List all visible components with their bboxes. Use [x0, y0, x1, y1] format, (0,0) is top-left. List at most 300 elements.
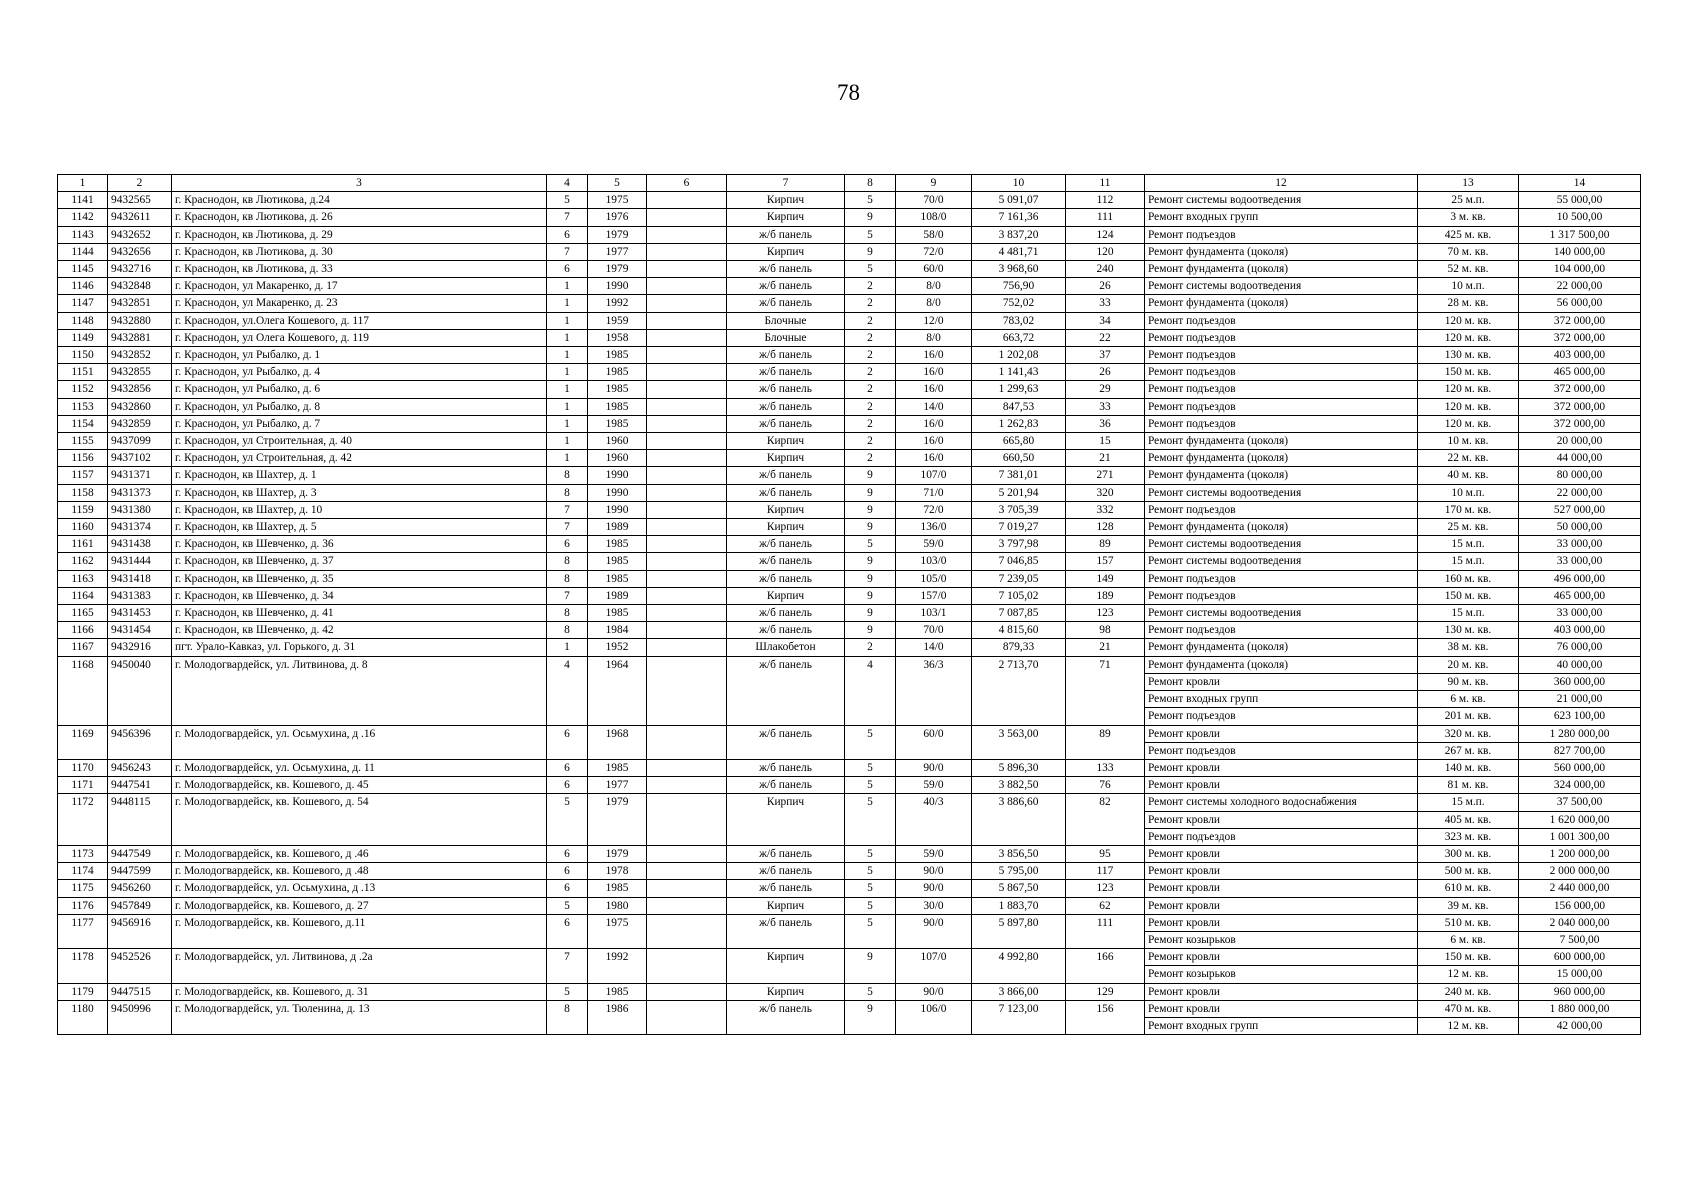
- quantity: 500 м. кв.: [1418, 863, 1519, 880]
- floors: 9: [845, 949, 896, 966]
- object-code: 9432852: [108, 347, 172, 364]
- object-code: 9457849: [108, 897, 172, 914]
- table-row: [58, 261, 1641, 278]
- wall-material: ж/б панель: [727, 605, 845, 622]
- column-header: 5: [588, 175, 647, 192]
- cost: 372 000,00: [1519, 398, 1641, 415]
- object-code: 9432848: [108, 278, 172, 295]
- table-row: [58, 656, 1641, 673]
- year: 1985: [588, 364, 647, 381]
- cost: 1 001 300,00: [1519, 828, 1641, 845]
- col-4: 8: [547, 553, 588, 570]
- col-4: 1: [547, 347, 588, 364]
- col-6: [647, 931, 727, 948]
- row-number: [58, 828, 108, 845]
- col-6: [647, 278, 727, 295]
- table-row: [58, 278, 1641, 295]
- floors: 2: [845, 312, 896, 329]
- row-number: 1162: [58, 553, 108, 570]
- floors: 9: [845, 587, 896, 604]
- cost: 21 000,00: [1519, 691, 1641, 708]
- col-9: [896, 742, 972, 759]
- col-11: 22: [1066, 329, 1145, 346]
- work: Ремонт кровли: [1145, 897, 1418, 914]
- object-code: 9432855: [108, 364, 172, 381]
- floors: 2: [845, 415, 896, 432]
- column-header: 3: [172, 175, 547, 192]
- page-number: 78: [837, 80, 860, 105]
- row-number: 1150: [58, 347, 108, 364]
- year: 1958: [588, 329, 647, 346]
- table-row: [58, 828, 1641, 845]
- quantity: 6 м. кв.: [1418, 691, 1519, 708]
- col-9: [896, 673, 972, 690]
- col-9: 60/0: [896, 261, 972, 278]
- object-code: 9447599: [108, 863, 172, 880]
- work: Ремонт кровли: [1145, 983, 1418, 1000]
- quantity: 12 м. кв.: [1418, 1017, 1519, 1034]
- object-code: [108, 742, 172, 759]
- col-11: 111: [1066, 209, 1145, 226]
- col-6: [647, 519, 727, 536]
- area: [972, 673, 1066, 690]
- floors: [845, 1017, 896, 1034]
- wall-material: Кирпич: [727, 949, 845, 966]
- year: 1990: [588, 278, 647, 295]
- address: г. Краснодон, кв Шевченко, д. 36: [172, 536, 547, 553]
- work: Ремонт подъездов: [1145, 329, 1418, 346]
- wall-material: ж/б панель: [727, 863, 845, 880]
- col-11: 133: [1066, 759, 1145, 776]
- work: Ремонт козырьков: [1145, 931, 1418, 948]
- work: Ремонт подъездов: [1145, 364, 1418, 381]
- quantity: 10 м.п.: [1418, 278, 1519, 295]
- object-code: 9431418: [108, 570, 172, 587]
- year: 1985: [588, 415, 647, 432]
- table-row: [58, 673, 1641, 690]
- column-header: 13: [1418, 175, 1519, 192]
- area: 879,33: [972, 639, 1066, 656]
- row-number: 1143: [58, 226, 108, 243]
- cost: 50 000,00: [1519, 519, 1641, 536]
- work: Ремонт подъездов: [1145, 347, 1418, 364]
- area: 1 141,43: [972, 364, 1066, 381]
- table-row: [58, 759, 1641, 776]
- column-header: 2: [108, 175, 172, 192]
- col-4: 7: [547, 209, 588, 226]
- work: Ремонт кровли: [1145, 914, 1418, 931]
- row-number: 1175: [58, 880, 108, 897]
- floors: 9: [845, 501, 896, 518]
- area: [972, 828, 1066, 845]
- col-4: 5: [547, 794, 588, 811]
- col-9: [896, 931, 972, 948]
- work: Ремонт подъездов: [1145, 622, 1418, 639]
- address: г. Молодогвардейск, кв. Кошевого, д. 27: [172, 897, 547, 914]
- col-6: [647, 467, 727, 484]
- table-row: [58, 295, 1641, 312]
- col-4: 1: [547, 433, 588, 450]
- column-header: 11: [1066, 175, 1145, 192]
- col-9: 59/0: [896, 536, 972, 553]
- col-9: [896, 708, 972, 725]
- col-11: 89: [1066, 725, 1145, 742]
- year: 1964: [588, 656, 647, 673]
- object-code: 9450996: [108, 1000, 172, 1017]
- col-9: 16/0: [896, 415, 972, 432]
- table-row: [58, 1000, 1641, 1017]
- table-row: [58, 192, 1641, 209]
- address: [172, 691, 547, 708]
- quantity: 70 м. кв.: [1418, 243, 1519, 260]
- col-11: 89: [1066, 536, 1145, 553]
- col-9: [896, 691, 972, 708]
- col-4: 7: [547, 501, 588, 518]
- col-6: [647, 983, 727, 1000]
- address: г. Краснодон, кв Шевченко, д. 37: [172, 553, 547, 570]
- address: г. Краснодон, ул Рыбалко, д. 7: [172, 415, 547, 432]
- row-number: [58, 673, 108, 690]
- address: г. Краснодон, ул.Олега Кошевого, д. 117: [172, 312, 547, 329]
- cost: 10 500,00: [1519, 209, 1641, 226]
- table-row: [58, 914, 1641, 931]
- area: [972, 708, 1066, 725]
- row-number: 1148: [58, 312, 108, 329]
- col-11: 240: [1066, 261, 1145, 278]
- work: Ремонт подъездов: [1145, 828, 1418, 845]
- col-6: [647, 897, 727, 914]
- year: 1992: [588, 949, 647, 966]
- object-code: 9448115: [108, 794, 172, 811]
- cost: 40 000,00: [1519, 656, 1641, 673]
- table-row: [58, 794, 1641, 811]
- table-row: [58, 536, 1641, 553]
- row-number: 1151: [58, 364, 108, 381]
- floors: 9: [845, 605, 896, 622]
- table-row: [58, 226, 1641, 243]
- col-6: [647, 347, 727, 364]
- cost: 372 000,00: [1519, 312, 1641, 329]
- floors: 9: [845, 622, 896, 639]
- address: г. Краснодон, кв Шахтер, д. 1: [172, 467, 547, 484]
- year: 1960: [588, 450, 647, 467]
- work: Ремонт кровли: [1145, 949, 1418, 966]
- quantity: 130 м. кв.: [1418, 622, 1519, 639]
- col-4: 6: [547, 261, 588, 278]
- quantity: 130 м. кв.: [1418, 347, 1519, 364]
- col-11: 34: [1066, 312, 1145, 329]
- col-4: [547, 966, 588, 983]
- wall-material: ж/б панель: [727, 570, 845, 587]
- address: г. Молодогвардейск, кв. Кошевого, д. 31: [172, 983, 547, 1000]
- address: г. Краснодон, ул Рыбалко, д. 8: [172, 398, 547, 415]
- work: Ремонт фундамента (цоколя): [1145, 295, 1418, 312]
- object-code: 9450040: [108, 656, 172, 673]
- address: г. Краснодон, кв Шевченко, д. 35: [172, 570, 547, 587]
- table-row: [58, 691, 1641, 708]
- floors: 5: [845, 914, 896, 931]
- col-4: 6: [547, 777, 588, 794]
- area: 783,02: [972, 312, 1066, 329]
- work: Ремонт подъездов: [1145, 742, 1418, 759]
- address: г. Краснодон, кв Шахтер, д. 5: [172, 519, 547, 536]
- col-11: 26: [1066, 278, 1145, 295]
- wall-material: Кирпич: [727, 501, 845, 518]
- object-code: [108, 1017, 172, 1034]
- col-9: 8/0: [896, 295, 972, 312]
- area: 3 882,50: [972, 777, 1066, 794]
- floors: 5: [845, 725, 896, 742]
- col-6: [647, 484, 727, 501]
- column-header: 1: [58, 175, 108, 192]
- floors: [845, 828, 896, 845]
- floors: 9: [845, 209, 896, 226]
- quantity: 140 м. кв.: [1418, 759, 1519, 776]
- area: 5 795,00: [972, 863, 1066, 880]
- quantity: 81 м. кв.: [1418, 777, 1519, 794]
- work: Ремонт входных групп: [1145, 209, 1418, 226]
- quantity: 150 м. кв.: [1418, 364, 1519, 381]
- quantity: 25 м.п.: [1418, 192, 1519, 209]
- area: 5 867,50: [972, 880, 1066, 897]
- row-number: [58, 708, 108, 725]
- register-table: [57, 174, 1641, 1035]
- col-9: 136/0: [896, 519, 972, 536]
- col-6: [647, 725, 727, 742]
- object-code: 9447549: [108, 845, 172, 862]
- cost: 22 000,00: [1519, 278, 1641, 295]
- col-6: [647, 570, 727, 587]
- column-header: 6: [647, 175, 727, 192]
- work: Ремонт подъездов: [1145, 312, 1418, 329]
- year: 1952: [588, 639, 647, 656]
- col-11: 271: [1066, 467, 1145, 484]
- cost: 7 500,00: [1519, 931, 1641, 948]
- wall-material: Шлакобетон: [727, 639, 845, 656]
- year: 1979: [588, 261, 647, 278]
- work: Ремонт кровли: [1145, 673, 1418, 690]
- col-9: 16/0: [896, 433, 972, 450]
- col-11: 26: [1066, 364, 1145, 381]
- table-row: [58, 605, 1641, 622]
- area: 7 019,27: [972, 519, 1066, 536]
- floors: 5: [845, 880, 896, 897]
- quantity: 425 м. кв.: [1418, 226, 1519, 243]
- col-11: 62: [1066, 897, 1145, 914]
- wall-material: ж/б панель: [727, 261, 845, 278]
- table-row: [58, 347, 1641, 364]
- quantity: 323 м. кв.: [1418, 828, 1519, 845]
- year: 1959: [588, 312, 647, 329]
- row-number: [58, 742, 108, 759]
- work: Ремонт подъездов: [1145, 501, 1418, 518]
- floors: 5: [845, 226, 896, 243]
- col-9: 90/0: [896, 880, 972, 897]
- floors: 5: [845, 983, 896, 1000]
- area: 1 299,63: [972, 381, 1066, 398]
- address: г. Краснодон, ул Рыбалко, д. 4: [172, 364, 547, 381]
- table-row: [58, 983, 1641, 1000]
- col-4: [547, 708, 588, 725]
- col-6: [647, 828, 727, 845]
- address: г. Краснодон, кв Шахтер, д. 10: [172, 501, 547, 518]
- work: Ремонт фундамента (цоколя): [1145, 519, 1418, 536]
- row-number: 1180: [58, 1000, 108, 1017]
- wall-material: ж/б панель: [727, 656, 845, 673]
- address: г. Краснодон, кв Шевченко, д. 42: [172, 622, 547, 639]
- work: Ремонт кровли: [1145, 845, 1418, 862]
- wall-material: Кирпич: [727, 983, 845, 1000]
- address: г. Молодогвардейск, кв. Кошевого, д.11: [172, 914, 547, 931]
- cost: 156 000,00: [1519, 897, 1641, 914]
- col-9: 59/0: [896, 777, 972, 794]
- column-header: 4: [547, 175, 588, 192]
- address: [172, 966, 547, 983]
- floors: 2: [845, 364, 896, 381]
- row-number: 1144: [58, 243, 108, 260]
- col-4: 7: [547, 519, 588, 536]
- cost: 1 620 000,00: [1519, 811, 1641, 828]
- col-6: [647, 261, 727, 278]
- quantity: 150 м. кв.: [1418, 949, 1519, 966]
- address: г. Молодогвардейск, кв. Кошевого, д .46: [172, 845, 547, 862]
- wall-material: ж/б панель: [727, 845, 845, 862]
- wall-material: ж/б панель: [727, 226, 845, 243]
- col-9: 107/0: [896, 949, 972, 966]
- wall-material: ж/б панель: [727, 622, 845, 639]
- floors: 5: [845, 845, 896, 862]
- wall-material: Блочные: [727, 329, 845, 346]
- floors: 9: [845, 553, 896, 570]
- area: 3 797,98: [972, 536, 1066, 553]
- col-6: [647, 501, 727, 518]
- row-number: [58, 691, 108, 708]
- col-9: 16/0: [896, 381, 972, 398]
- address: г. Краснодон, кв Шевченко, д. 34: [172, 587, 547, 604]
- wall-material: [727, 931, 845, 948]
- col-6: [647, 863, 727, 880]
- table-row: [58, 415, 1641, 432]
- col-4: 8: [547, 622, 588, 639]
- year: [588, 691, 647, 708]
- floors: 9: [845, 484, 896, 501]
- wall-material: [727, 1017, 845, 1034]
- row-number: 1163: [58, 570, 108, 587]
- col-11: 21: [1066, 639, 1145, 656]
- address: г. Молодогвардейск, ул. Осьмухина, д .16: [172, 725, 547, 742]
- wall-material: ж/б панель: [727, 484, 845, 501]
- table-row: [58, 519, 1641, 536]
- col-6: [647, 536, 727, 553]
- floors: [845, 673, 896, 690]
- col-4: 4: [547, 656, 588, 673]
- year: 1985: [588, 398, 647, 415]
- area: 3 968,60: [972, 261, 1066, 278]
- wall-material: Блочные: [727, 312, 845, 329]
- year: [588, 708, 647, 725]
- row-number: 1158: [58, 484, 108, 501]
- row-number: 1160: [58, 519, 108, 536]
- col-4: 6: [547, 845, 588, 862]
- col-4: 5: [547, 192, 588, 209]
- floors: 5: [845, 536, 896, 553]
- object-code: 9437102: [108, 450, 172, 467]
- row-number: 1172: [58, 794, 108, 811]
- col-6: [647, 622, 727, 639]
- floors: [845, 931, 896, 948]
- col-6: [647, 656, 727, 673]
- col-6: [647, 777, 727, 794]
- wall-material: ж/б панель: [727, 536, 845, 553]
- floors: [845, 811, 896, 828]
- col-9: [896, 811, 972, 828]
- object-code: 9456916: [108, 914, 172, 931]
- quantity: 10 м.п.: [1418, 484, 1519, 501]
- col-9: 36/3: [896, 656, 972, 673]
- col-9: [896, 966, 972, 983]
- row-number: 1171: [58, 777, 108, 794]
- col-9: 30/0: [896, 897, 972, 914]
- object-code: 9431453: [108, 605, 172, 622]
- wall-material: Кирпич: [727, 243, 845, 260]
- work: Ремонт фундамента (цоколя): [1145, 433, 1418, 450]
- object-code: [108, 966, 172, 983]
- year: [588, 966, 647, 983]
- cost: 2 040 000,00: [1519, 914, 1641, 931]
- cost: 37 500,00: [1519, 794, 1641, 811]
- wall-material: [727, 811, 845, 828]
- area: 3 563,00: [972, 725, 1066, 742]
- cost: 33 000,00: [1519, 605, 1641, 622]
- area: 5 201,94: [972, 484, 1066, 501]
- cost: 827 700,00: [1519, 742, 1641, 759]
- area: 4 481,71: [972, 243, 1066, 260]
- col-6: [647, 209, 727, 226]
- col-6: [647, 708, 727, 725]
- object-code: 9431438: [108, 536, 172, 553]
- table-row: [58, 433, 1641, 450]
- table-row: [58, 329, 1641, 346]
- object-code: [108, 691, 172, 708]
- col-6: [647, 811, 727, 828]
- row-number: 1165: [58, 605, 108, 622]
- col-9: 105/0: [896, 570, 972, 587]
- area: 4 815,60: [972, 622, 1066, 639]
- quantity: 120 м. кв.: [1418, 415, 1519, 432]
- cost: 527 000,00: [1519, 501, 1641, 518]
- year: 1992: [588, 295, 647, 312]
- wall-material: ж/б панель: [727, 759, 845, 776]
- work: Ремонт системы водоотведения: [1145, 278, 1418, 295]
- cost: 42 000,00: [1519, 1017, 1641, 1034]
- wall-material: ж/б панель: [727, 415, 845, 432]
- col-9: 59/0: [896, 845, 972, 862]
- col-11: 156: [1066, 1000, 1145, 1017]
- year: 1985: [588, 347, 647, 364]
- address: г. Молодогвардейск, ул. Осьмухина, д. 11: [172, 759, 547, 776]
- year: 1980: [588, 897, 647, 914]
- col-11: 123: [1066, 605, 1145, 622]
- year: 1985: [588, 880, 647, 897]
- year: 1979: [588, 845, 647, 862]
- col-9: 107/0: [896, 467, 972, 484]
- wall-material: Кирпич: [727, 897, 845, 914]
- wall-material: [727, 742, 845, 759]
- col-9: 106/0: [896, 1000, 972, 1017]
- col-11: 33: [1066, 398, 1145, 415]
- floors: 2: [845, 398, 896, 415]
- col-11: 157: [1066, 553, 1145, 570]
